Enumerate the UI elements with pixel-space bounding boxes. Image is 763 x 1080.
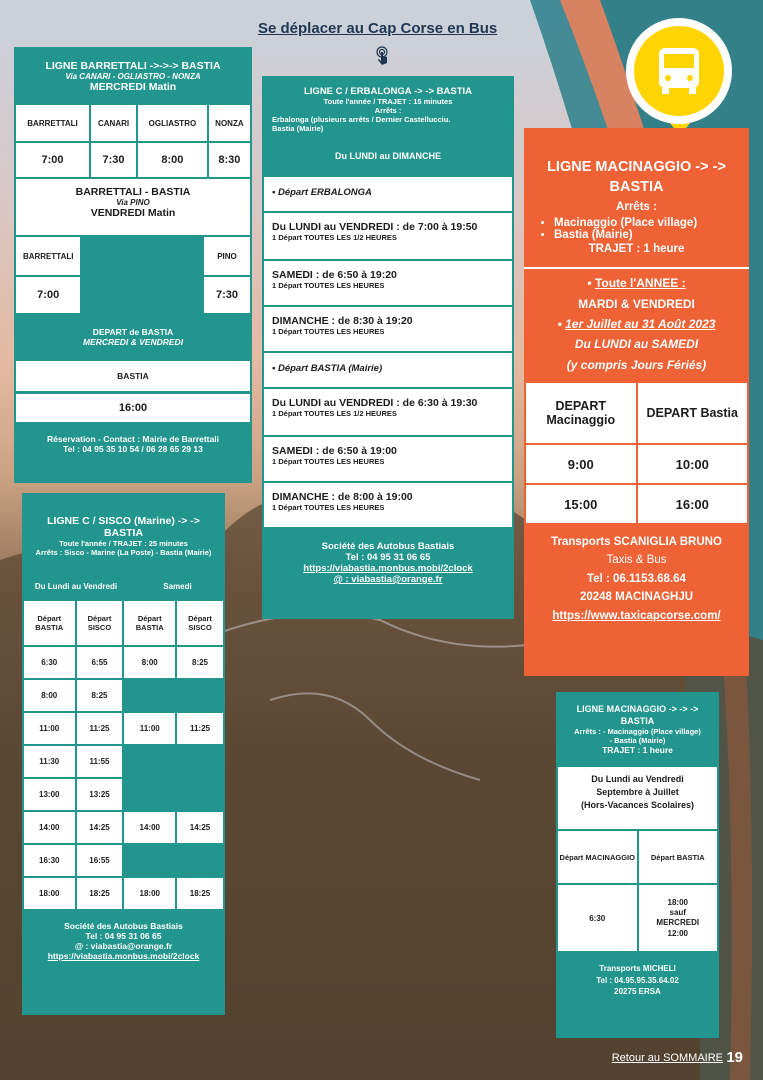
time-cell: 6:55 <box>77 647 123 678</box>
company-tel: Tel : 04 95 31 06 65 <box>345 552 431 563</box>
time-cell: 13:00 <box>24 779 75 810</box>
time-cell: 16:30 <box>24 845 75 876</box>
contact-line: Tel : 04 95 35 10 54 / 06 28 65 29 13 <box>63 444 203 454</box>
period-line: Du Lundi au Vendredi <box>591 774 684 785</box>
period-line: (Hors-Vacances Scolaires) <box>580 799 695 810</box>
page-title: Se déplacer au Cap Corse en Bus <box>258 20 498 37</box>
header-cell: DEPART Macinaggio <box>526 383 636 443</box>
contact-line: Réservation - Contact : Mairie de Barrettali <box>47 434 219 444</box>
time-cell: 11:55 <box>77 746 123 777</box>
time-cell: 13:25 <box>77 779 123 810</box>
sisco-table <box>22 599 225 911</box>
period-line: Septembre à Juillet <box>596 786 679 797</box>
barrettali-sub-header <box>16 179 250 235</box>
schedule-row <box>264 261 512 305</box>
empty-cell <box>82 277 202 313</box>
schedule-sub: 1 Départ TOUTES LES HEURES <box>272 457 385 466</box>
time-cell: 8:30 <box>209 143 250 177</box>
sisco-title: LIGNE C / SISCO (Marine) -> -> BASTIA <box>47 515 200 539</box>
section-label: Départ BASTIA (Mairie) <box>277 363 383 374</box>
depart-title: DEPART de BASTIA <box>92 327 174 337</box>
erbalonga-footer <box>262 529 514 585</box>
company-sub: Taxis & Bus <box>606 554 667 567</box>
barrettali-title: LIGNE BARRETTALI ->->-> BASTIA <box>45 60 221 72</box>
stop-item: • Bastia (Mairie) <box>554 229 749 241</box>
time-line: MERCREDI <box>656 918 700 928</box>
group-label: Samedi <box>163 582 192 591</box>
page-number: 19 <box>726 1049 743 1066</box>
macinaggio2-footer <box>556 953 719 997</box>
stop-cell: NONZA <box>209 105 250 141</box>
period-days: MARDI & VENDREDI <box>578 296 695 311</box>
time-cell: 7:30 <box>91 143 136 177</box>
group-label: Du Lundi au Vendredi <box>34 582 118 591</box>
stops-line: Arrêts : - Macinaggio (Place village) <box>574 727 701 737</box>
schedule-sub: 1 Départ TOUTES LES HEURES <box>272 281 385 290</box>
company-tel: Tel : 04.95.95.35.64.02 <box>596 975 679 985</box>
header-cell: Départ BASTIA <box>24 601 75 645</box>
company-name: Société des Autobus Bastiais <box>321 541 455 552</box>
divider <box>524 267 749 269</box>
time-cell: 18:25 <box>77 878 123 909</box>
company-mail: @ : viabastia@orange.fr <box>74 941 173 951</box>
macinaggio2-table <box>556 829 719 953</box>
sisco-card <box>22 493 225 1015</box>
schedule-main: SAMEDI : de 6:50 à 19:20 <box>272 269 397 281</box>
schedule-row <box>264 437 512 481</box>
time-cell: 11:00 <box>124 713 175 744</box>
sisco-stops: Arrêts : Sisco - Marine (La Poste) - Bastia (Mairie) <box>35 548 212 557</box>
section-header: • Départ BASTIA (Mairie) <box>264 353 512 387</box>
barrettali-day: MERCREDI Matin <box>89 81 177 93</box>
time-cell: 11:00 <box>24 713 75 744</box>
table-row <box>24 647 223 678</box>
section-header: • Départ ERBALONGA <box>264 177 512 211</box>
time-cell: 7:00 <box>16 143 89 177</box>
company-name: Transports SCANIGLIA BRUNO <box>551 536 722 549</box>
stop-cell: OGLIASTRO <box>138 105 207 141</box>
stop-item: • Macinaggio (Place village) <box>554 217 749 229</box>
stop-cell: BARRETTALI <box>16 105 89 141</box>
time-cell: 9:00 <box>526 445 636 483</box>
time-cell: 16:00 <box>638 485 748 523</box>
stop-cell: BARRETTALI <box>16 237 80 275</box>
company-mail[interactable]: @ : viabastia@orange.fr <box>333 574 443 585</box>
sub-via: Via PINO <box>116 198 150 207</box>
empty-cell <box>124 779 223 810</box>
info-line: Toute l'année / TRAJET : 15 minutes <box>323 97 453 106</box>
section-label: Départ ERBALONGA <box>277 187 372 198</box>
schedule-main: Du LUNDI au VENDREDI : de 7:00 à 19:50 <box>272 221 478 233</box>
schedule-sub: 1 Départ TOUTES LES 1/2 HEURES <box>272 409 397 418</box>
erbalonga-days: Du LUNDI au DIMANCHE <box>335 151 441 161</box>
time-line: 18:00 <box>667 897 688 907</box>
header-cell: Départ SISCO <box>77 601 123 645</box>
table-row <box>24 878 223 909</box>
info-line: Bastia (Mairie) <box>272 124 324 133</box>
time-cell: 18:00 <box>24 878 75 909</box>
schedule-sub: 1 Départ TOUTES LES 1/2 HEURES <box>272 233 397 242</box>
time-cell: 18:00 <box>124 878 175 909</box>
sub-day: VENDREDI Matin <box>90 207 176 219</box>
company-link[interactable]: https://www.taxicapcorse.com/ <box>552 609 721 622</box>
time-cell <box>639 885 718 951</box>
info-line: Erbalonga (plusieurs arrêts / Dernier Castellucciu. <box>272 115 451 124</box>
erbalonga-card <box>262 76 514 619</box>
time-cell: 8:25 <box>177 647 223 678</box>
schedule-row <box>264 213 512 259</box>
time-cell: 14:00 <box>124 812 175 843</box>
time-cell: 14:25 <box>177 812 223 843</box>
empty-cell <box>124 746 223 777</box>
table-row <box>24 779 223 810</box>
company-name: Transports MICHELI <box>599 964 676 974</box>
time-cell: 11:25 <box>77 713 123 744</box>
header-cell: Départ BASTIA <box>124 601 175 645</box>
company-tel: Tel : 04 95 31 06 65 <box>85 931 162 941</box>
schedule-main: Du LUNDI au VENDREDI : de 6:30 à 19:30 <box>272 397 478 409</box>
schedule-row <box>264 389 512 435</box>
schedule-sub: 1 Départ TOUTES LES HEURES <box>272 503 385 512</box>
company-name: Société des Autobus Bastiais <box>64 921 183 931</box>
header-cell: Départ BASTIA <box>639 831 718 883</box>
depart-bastia-header <box>14 315 252 361</box>
time-cell: 15:00 <box>526 485 636 523</box>
schedule-main: SAMEDI : de 6:50 à 19:00 <box>272 445 397 457</box>
stops-list <box>524 217 749 241</box>
time-cell: 8:00 <box>24 680 75 711</box>
touch-icon <box>374 46 390 71</box>
info-line: Arrêts : <box>374 106 402 115</box>
bus-icon <box>626 18 732 124</box>
schedule-sub: 1 Départ TOUTES LES HEURES <box>272 327 385 336</box>
time-cell: 7:30 <box>204 277 250 313</box>
header-cell: Départ MACINAGGIO <box>558 831 637 883</box>
company-link[interactable]: https://viabastia.monbus.mobi/2clock <box>303 563 473 574</box>
macinaggio2-title: LIGNE MACINAGGIO -> -> -> BASTIA <box>576 704 699 726</box>
macinaggio2-card <box>556 692 719 1038</box>
stops-label: Arrêts : <box>616 201 657 214</box>
barrettali-via: Via CANARI - OGLIASTRO - NONZA <box>65 72 201 81</box>
empty-cell <box>82 237 202 275</box>
depart-place: BASTIA <box>16 361 250 391</box>
time-cell: 18:25 <box>177 878 223 909</box>
company-link[interactable]: https://viabastia.monbus.mobi/2clock <box>47 951 200 961</box>
stop-cell: PINO <box>204 237 250 275</box>
time-cell: 6:30 <box>24 647 75 678</box>
table-row <box>24 845 223 876</box>
period-label: 1er Juillet au 31 Août 2023 <box>565 316 716 331</box>
time-cell: 8:00 <box>124 647 175 678</box>
empty-cell <box>124 680 223 711</box>
trajet: TRAJET : 1 heure <box>602 745 673 756</box>
erbalonga-title: LIGNE C / ERBALONGA -> -> BASTIA <box>303 86 473 97</box>
barrettali-table <box>14 103 252 179</box>
barrettali-card <box>14 47 252 483</box>
macinaggio-title: LIGNE MACINAGGIO -> -> BASTIA <box>547 159 726 195</box>
macinaggio-table <box>524 381 749 525</box>
depart-days: MERCREDI & VENDREDI <box>82 337 184 347</box>
table-row <box>24 812 223 843</box>
macinaggio-footer <box>524 525 749 625</box>
empty-cell <box>124 845 223 876</box>
back-to-summary-link[interactable]: Retour au SOMMAIRE <box>611 1052 723 1064</box>
schedule-row <box>264 307 512 351</box>
stops-line: - Bastia (Mairie) <box>609 736 666 746</box>
time-cell: 14:25 <box>77 812 123 843</box>
time-cell: 10:00 <box>638 445 748 483</box>
time-cell: 11:25 <box>177 713 223 744</box>
table-row <box>24 680 223 711</box>
sisco-footer <box>22 911 225 961</box>
period-box <box>558 767 717 829</box>
sisco-info: Toute l'année / TRAJET : 25 minutes <box>59 539 188 548</box>
table-row <box>24 746 223 777</box>
time-cell: 11:30 <box>24 746 75 777</box>
depart-time: 16:00 <box>16 394 250 422</box>
header-cell: Départ SISCO <box>177 601 223 645</box>
time-cell: 8:00 <box>138 143 207 177</box>
schedule-main: DIMANCHE : de 8:00 à 19:00 <box>272 491 413 503</box>
barrettali-contact <box>14 422 252 454</box>
time-cell: 8:25 <box>77 680 123 711</box>
sub-title: BARRETTALI - BASTIA <box>75 186 191 198</box>
barrettali-sub-table <box>14 235 252 315</box>
time-line: 12:00 <box>667 928 688 938</box>
company-tel: Tel : 06.1153.68.64 <box>587 572 686 585</box>
period-label: Toute l'ANNEE : <box>594 276 686 291</box>
time-cell: 6:30 <box>558 885 637 951</box>
time-cell: 14:00 <box>24 812 75 843</box>
trajet: TRAJET : 1 heure <box>588 243 685 256</box>
stop-cell: CANARI <box>91 105 136 141</box>
time-line: sauf <box>669 907 686 917</box>
schedule-row <box>264 483 512 527</box>
company-city: 20248 MACINAGHJU <box>579 591 694 604</box>
period-days: (y compris Jours Fériés) <box>566 357 707 372</box>
time-cell: 7:00 <box>16 277 80 313</box>
periods: • Toute l'ANNEE : MARDI & VENDREDI • 1er Juillet au 31 Août 2023 Du LUNDI au SAMEDI (y compris Jours Fériés) <box>524 273 749 375</box>
sisco-groups <box>22 582 225 591</box>
period-days: Du LUNDI au SAMEDI <box>574 337 699 352</box>
company-city: 20275 ERSA <box>614 986 661 996</box>
time-cell: 16:55 <box>77 845 123 876</box>
header-cell: DEPART Bastia <box>638 383 748 443</box>
table-row <box>24 713 223 744</box>
schedule-main: DIMANCHE : de 8:30 à 19:20 <box>272 315 413 327</box>
macinaggio-card <box>524 128 749 676</box>
